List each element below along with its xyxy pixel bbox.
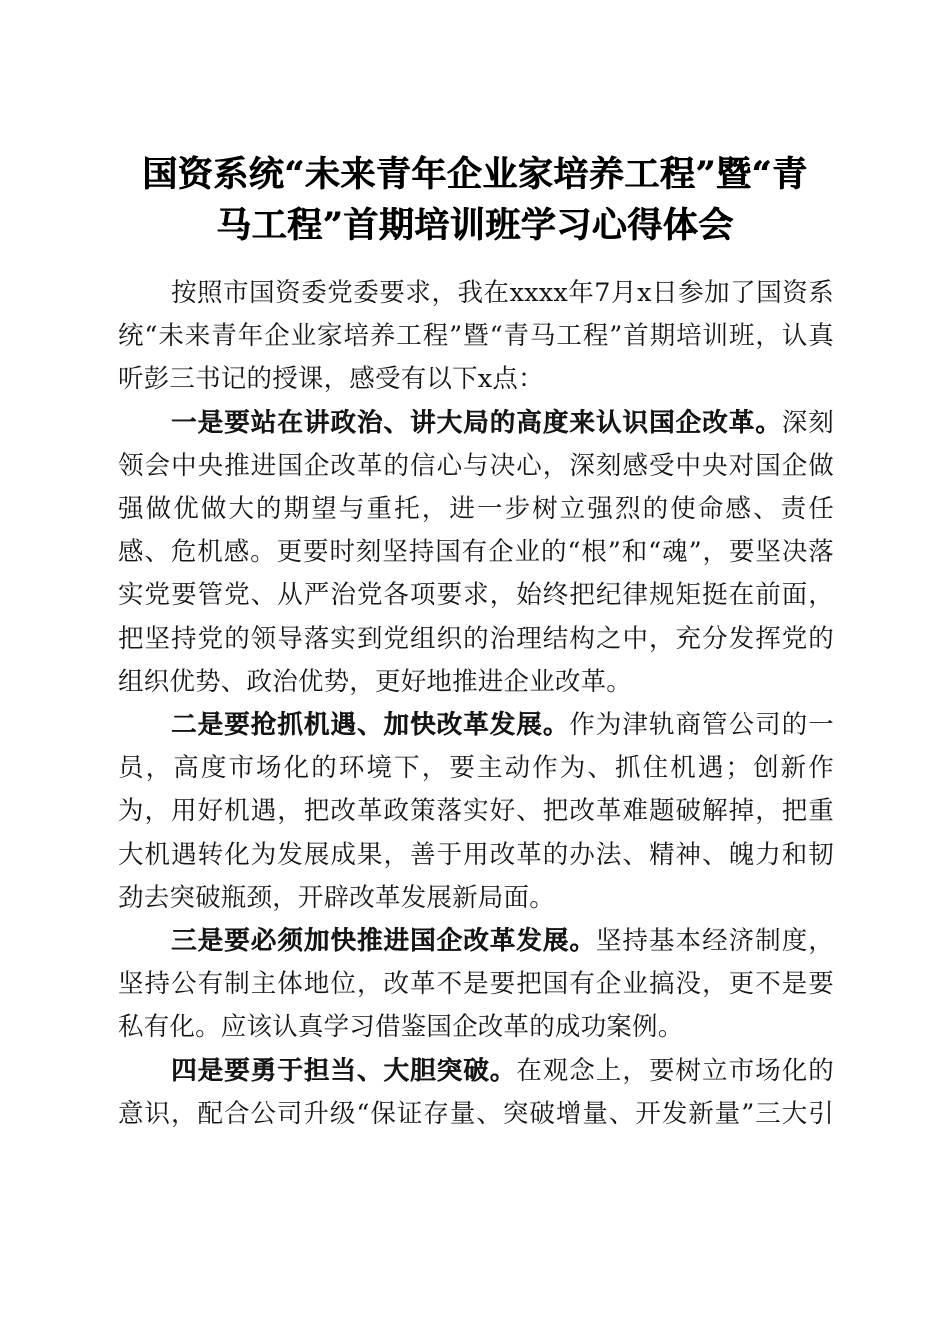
paragraph-point-1-lead: 一是要站在讲政治、讲大局的高度来认识国企改革。 bbox=[171, 407, 782, 438]
paragraph-point-1 bbox=[118, 402, 834, 704]
document-body bbox=[118, 272, 834, 1136]
paragraph-point-3-lead: 三是要必须加快推进国企改革发展。 bbox=[171, 926, 596, 957]
paragraph-intro bbox=[118, 272, 834, 402]
paragraph-point-1-text: 深刻领会中央推进国企改革的信心与决心，深刻感受中央对国企做强做优做大的期望与重托，进一步树立强烈的使命感、责任感、危机感。更要时刻坚持国有企业的“根”和“魂”，要坚决落实党要管党、从严治党各项要求，始终把纪律规矩挺在前面，把坚持党的领导落实到党组织的治理结构之中，充分发挥党的组织优势、政治优势，更好地推进企业改革。 bbox=[118, 407, 834, 697]
paragraph-point-4-text: 在观念上，要树立市场化的意识，配合公司升级“保证存量、突破增量、开发新量”三大引 bbox=[118, 1055, 834, 1129]
paragraph-point-2-text: 作为津轨商管公司的一员，高度市场化的环境下，要主动作为、抓住机遇；创新作为，用好机遇，把改革政策落实好、把改革难题破解掉，把重大机遇转化为发展成果，善于用改革的办法、精神、魄力和韧劲去突破瓶颈，开辟改革发展新局面。 bbox=[118, 710, 834, 913]
paragraph-point-4 bbox=[118, 1050, 834, 1136]
paragraph-point-3 bbox=[118, 920, 834, 1050]
paragraph-point-4-lead: 四是要勇于担当、大胆突破。 bbox=[171, 1055, 517, 1086]
page-title bbox=[112, 149, 838, 251]
paragraph-point-2-lead: 二是要抢抓机遇、加快改革发展。 bbox=[171, 710, 570, 741]
page-title-line-1: 国资系统“未来青年企业家培养工程”暨“青 bbox=[142, 154, 808, 196]
paragraph-point-3-text: 坚持基本经济制度，坚持公有制主体地位，改革不是要把国有企业搞没，更不是要私有化。应该认真学习借鉴国企改革的成功案例。 bbox=[118, 926, 834, 1043]
paragraph-intro-text: 按照市国资委党委要求，我在xxxx年7月x日参加了国资系统“未来青年企业家培养工程”暨“青马工程”首期培训班，认真听彭三书记的授课，感受有以下x点： bbox=[118, 278, 834, 395]
paragraph-point-2 bbox=[118, 704, 834, 920]
page-title-line-2: 马工程”首期培训班学习心得体会 bbox=[216, 205, 734, 247]
